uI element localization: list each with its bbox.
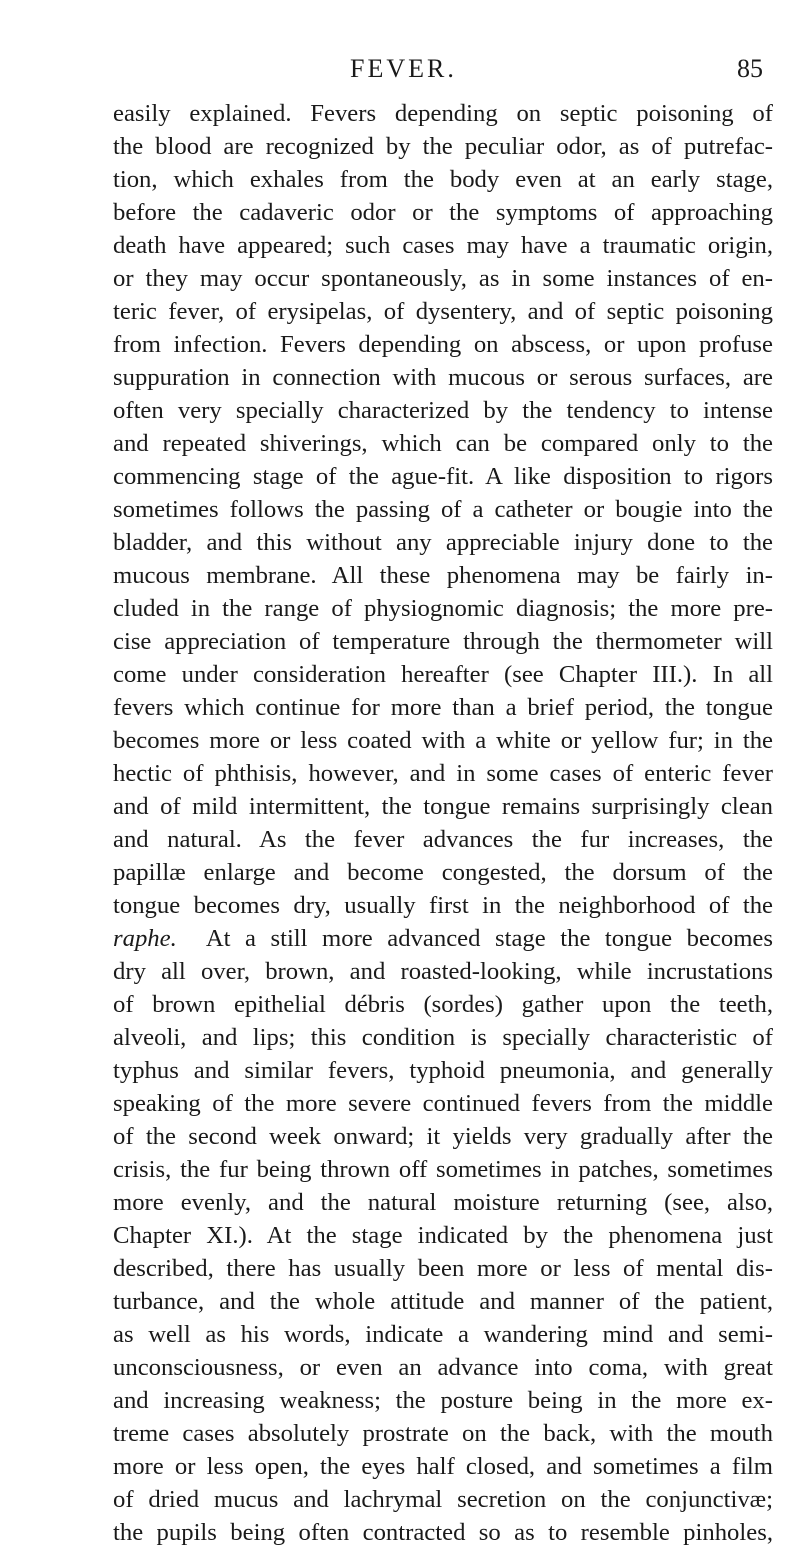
page-number: 85 — [737, 54, 763, 83]
text-line: death have appeared; such cases may have a traumatic origin, — [113, 232, 773, 259]
text-line: more or less open, the eyes half closed, and sometimes a film — [113, 1453, 773, 1480]
text-line: unconsciousness, or even an advance into coma, with great — [113, 1354, 773, 1381]
italic-term: raphe. — [113, 925, 177, 952]
text-line: suppuration in connection with mucous or serous surfaces, are — [113, 364, 773, 391]
text-line-rest: At a still more advanced stage the tongue becomes — [205, 925, 773, 952]
text-line: hectic of phthisis, however, and in some cases of enteric fever — [113, 760, 773, 787]
text-line: teric fever, of erysipelas, of dysentery, and of septic poisoning — [113, 298, 773, 325]
text-line: and natural. As the fever advances the fur increases, the — [113, 826, 773, 853]
text-line: mucous membrane. All these phenomena may be fairly in- — [113, 562, 773, 589]
text-line: often very specially characterized by the tendency to intense — [113, 397, 773, 424]
text-line: fevers which continue for more than a brief period, the tongue — [113, 694, 773, 721]
text-line: the blood are recognized by the peculiar odor, as of putrefac- — [113, 133, 773, 160]
text-line: treme cases absolutely prostrate on the back, with the mouth — [113, 1420, 773, 1447]
text-line: as well as his words, indicate a wandering mind and semi- — [113, 1321, 773, 1348]
text-line: before the cadaveric odor or the symptoms of approaching — [113, 199, 773, 226]
text-line: commencing stage of the ague-fit. A like disposition to rigors — [113, 463, 773, 490]
page-header — [0, 54, 800, 94]
text-line: and repeated shiverings, which can be compared only to the — [113, 430, 773, 457]
text-line: of brown epithelial débris (sordes) gather upon the teeth, — [113, 991, 773, 1018]
text-line: or they may occur spontaneously, as in some instances of en- — [113, 265, 773, 292]
text-line: the pupils being often contracted so as to resemble pinholes, — [113, 1519, 773, 1546]
text-line: speaking of the more severe continued fevers from the middle — [113, 1090, 773, 1117]
text-line: crisis, the fur being thrown off sometimes in patches, sometimes — [113, 1156, 773, 1183]
text-line: described, there has usually been more or less of mental dis- — [113, 1255, 773, 1282]
text-line: turbance, and the whole attitude and manner of the patient, — [113, 1288, 773, 1315]
text-line: from infection. Fevers depending on abscess, or upon profuse — [113, 331, 773, 358]
running-title: FEVER. — [350, 54, 457, 83]
text-line: dry all over, brown, and roasted-looking, while incrustations — [113, 958, 773, 985]
text-line: alveoli, and lips; this condition is specially characteristic of — [113, 1024, 773, 1051]
text-line: bladder, and this without any appreciable injury done to the — [113, 529, 773, 556]
text-line: becomes more or less coated with a white or yellow fur; in the — [113, 727, 773, 754]
text-line-with-italic — [113, 922, 773, 955]
text-line: of the second week onward; it yields very gradually after the — [113, 1123, 773, 1150]
text-line: and increasing weakness; the posture being in the more ex- — [113, 1387, 773, 1414]
text-line: papillæ enlarge and become congested, the dorsum of the — [113, 859, 773, 886]
text-line: tion, which exhales from the body even at an early stage, — [113, 166, 773, 193]
text-line: cluded in the range of physiognomic diagnosis; the more pre- — [113, 595, 773, 622]
text-line: tongue becomes dry, usually first in the neighborhood of the — [113, 892, 773, 919]
text-line: typhus and similar fevers, typhoid pneumonia, and generally — [113, 1057, 773, 1084]
text-line: and of mild intermittent, the tongue remains surprisingly clean — [113, 793, 773, 820]
text-line: Chapter XI.). At the stage indicated by the phenomena just — [113, 1222, 773, 1249]
text-line: easily explained. Fevers depending on septic poisoning of — [113, 100, 773, 127]
text-line: more evenly, and the natural moisture returning (see, also, — [113, 1189, 773, 1216]
text-line: come under consideration hereafter (see Chapter III.). In all — [113, 661, 773, 688]
text-line: sometimes follows the passing of a catheter or bougie into the — [113, 496, 773, 523]
text-line: of dried mucus and lachrymal secretion on the conjunctivæ; — [113, 1486, 773, 1513]
body-text — [113, 97, 773, 1549]
text-line: cise appreciation of temperature through the thermometer will — [113, 628, 773, 655]
